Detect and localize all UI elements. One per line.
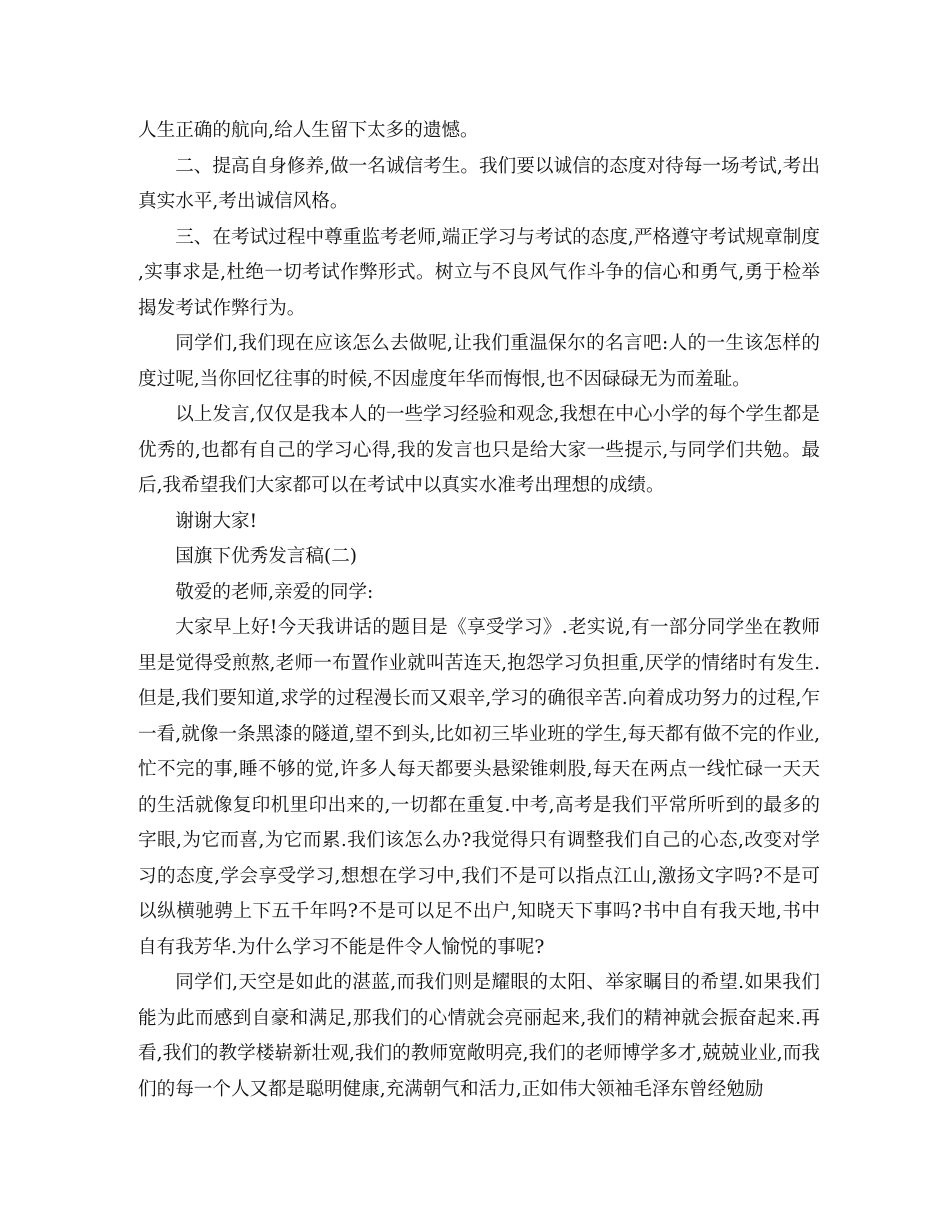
paragraph-speech-body: 大家早上好!今天我讲话的题目是《享受学习》.老实说,有一部分同学坐在教师里是觉得受煎熬,老师一布置作业就叫苦连天,抱怨学习负担重,厌学的情绪时有发生.但是,我们要知道,求学的过程漫长而又艰辛,学习的确很辛苦.向着成功努力的过程,乍一看,就像一条黑漆的隧道,望不到头,比如初三毕业班的学生,每天都有做不完的作业,忙不完的事,睡不够的觉,许多人每天都要头悬梁锥刺股,每天在两点一线忙碌一天天的生活就像复印机里印出来的,一切都在重复.中考,高考是我们平常所听到的最多的字眼,为它而喜,为它而累.我们该怎么办?我觉得只有调整我们自己的心态,改变对学习的态度,学会享受学习,想想在学习中,我们不是可以指点江山,激扬文字吗?不是可以纵横驰骋上下五千年吗?不是可以足不出户,知晓天下事吗?书中自有我天地,书中自有我芳华.为什么学习不能是件令人愉悦的事呢? bbox=[138, 617, 820, 958]
paragraph-quote: 同学们,我们现在应该怎么去做呢,让我们重温保尔的名言吧:人的一生该怎样的度过呢,当你回忆往事的时候,不因虚度年华而悔恨,也不因碌碌无为而羞耻。 bbox=[138, 333, 820, 390]
paragraph-conclusion: 以上发言,仅仅是我本人的一些学习经验和观念,我想在中心小学的每个学生都是优秀的,也都有自己的学习心得,我的发言也只是给大家一些提示,与同学们共勉。最后,我希望我们大家都可以在考试中以真实水准考出理想的成绩。 bbox=[138, 404, 820, 496]
document-body bbox=[138, 113, 820, 1107]
paragraph-speech-continuation: 同学们,天空是如此的湛蓝,而我们则是耀眼的太阳、举家瞩目的希望.如果我们能为此而感到自豪和满足,那我们的心情就会亮丽起来,我们的精神就会振奋起来.再看,我们的教学楼崭新壮观,我们的教师宽敞明亮,我们的老师博学多才,兢兢业业,而我们的每一个人又都是聪明健康,充满朝气和活力,正如伟大领袖毛泽东曾经勉励 bbox=[138, 972, 820, 1100]
paragraph-continuation: 人生正确的航向,给人生留下太多的遗憾。 bbox=[138, 120, 479, 141]
section-heading: 国旗下优秀发言稿(二) bbox=[175, 546, 358, 567]
paragraph-point-two: 二、提高自身修养,做一名诚信考生。我们要以诚信的态度对待每一场考试,考出真实水平,考出诚信风格。 bbox=[138, 155, 820, 212]
salutation: 敬爱的老师,亲爱的同学: bbox=[175, 581, 374, 603]
paragraph-thanks: 谢谢大家! bbox=[175, 510, 258, 532]
paragraph-point-three: 三、在考试过程中尊重监考老师,端正学习与考试的态度,严格遵守考试规章制度,实事求是,杜绝一切考试作弊形式。树立与不良风气作斗争的信心和勇气,勇于检举揭发考试作弊行为。 bbox=[138, 226, 820, 319]
